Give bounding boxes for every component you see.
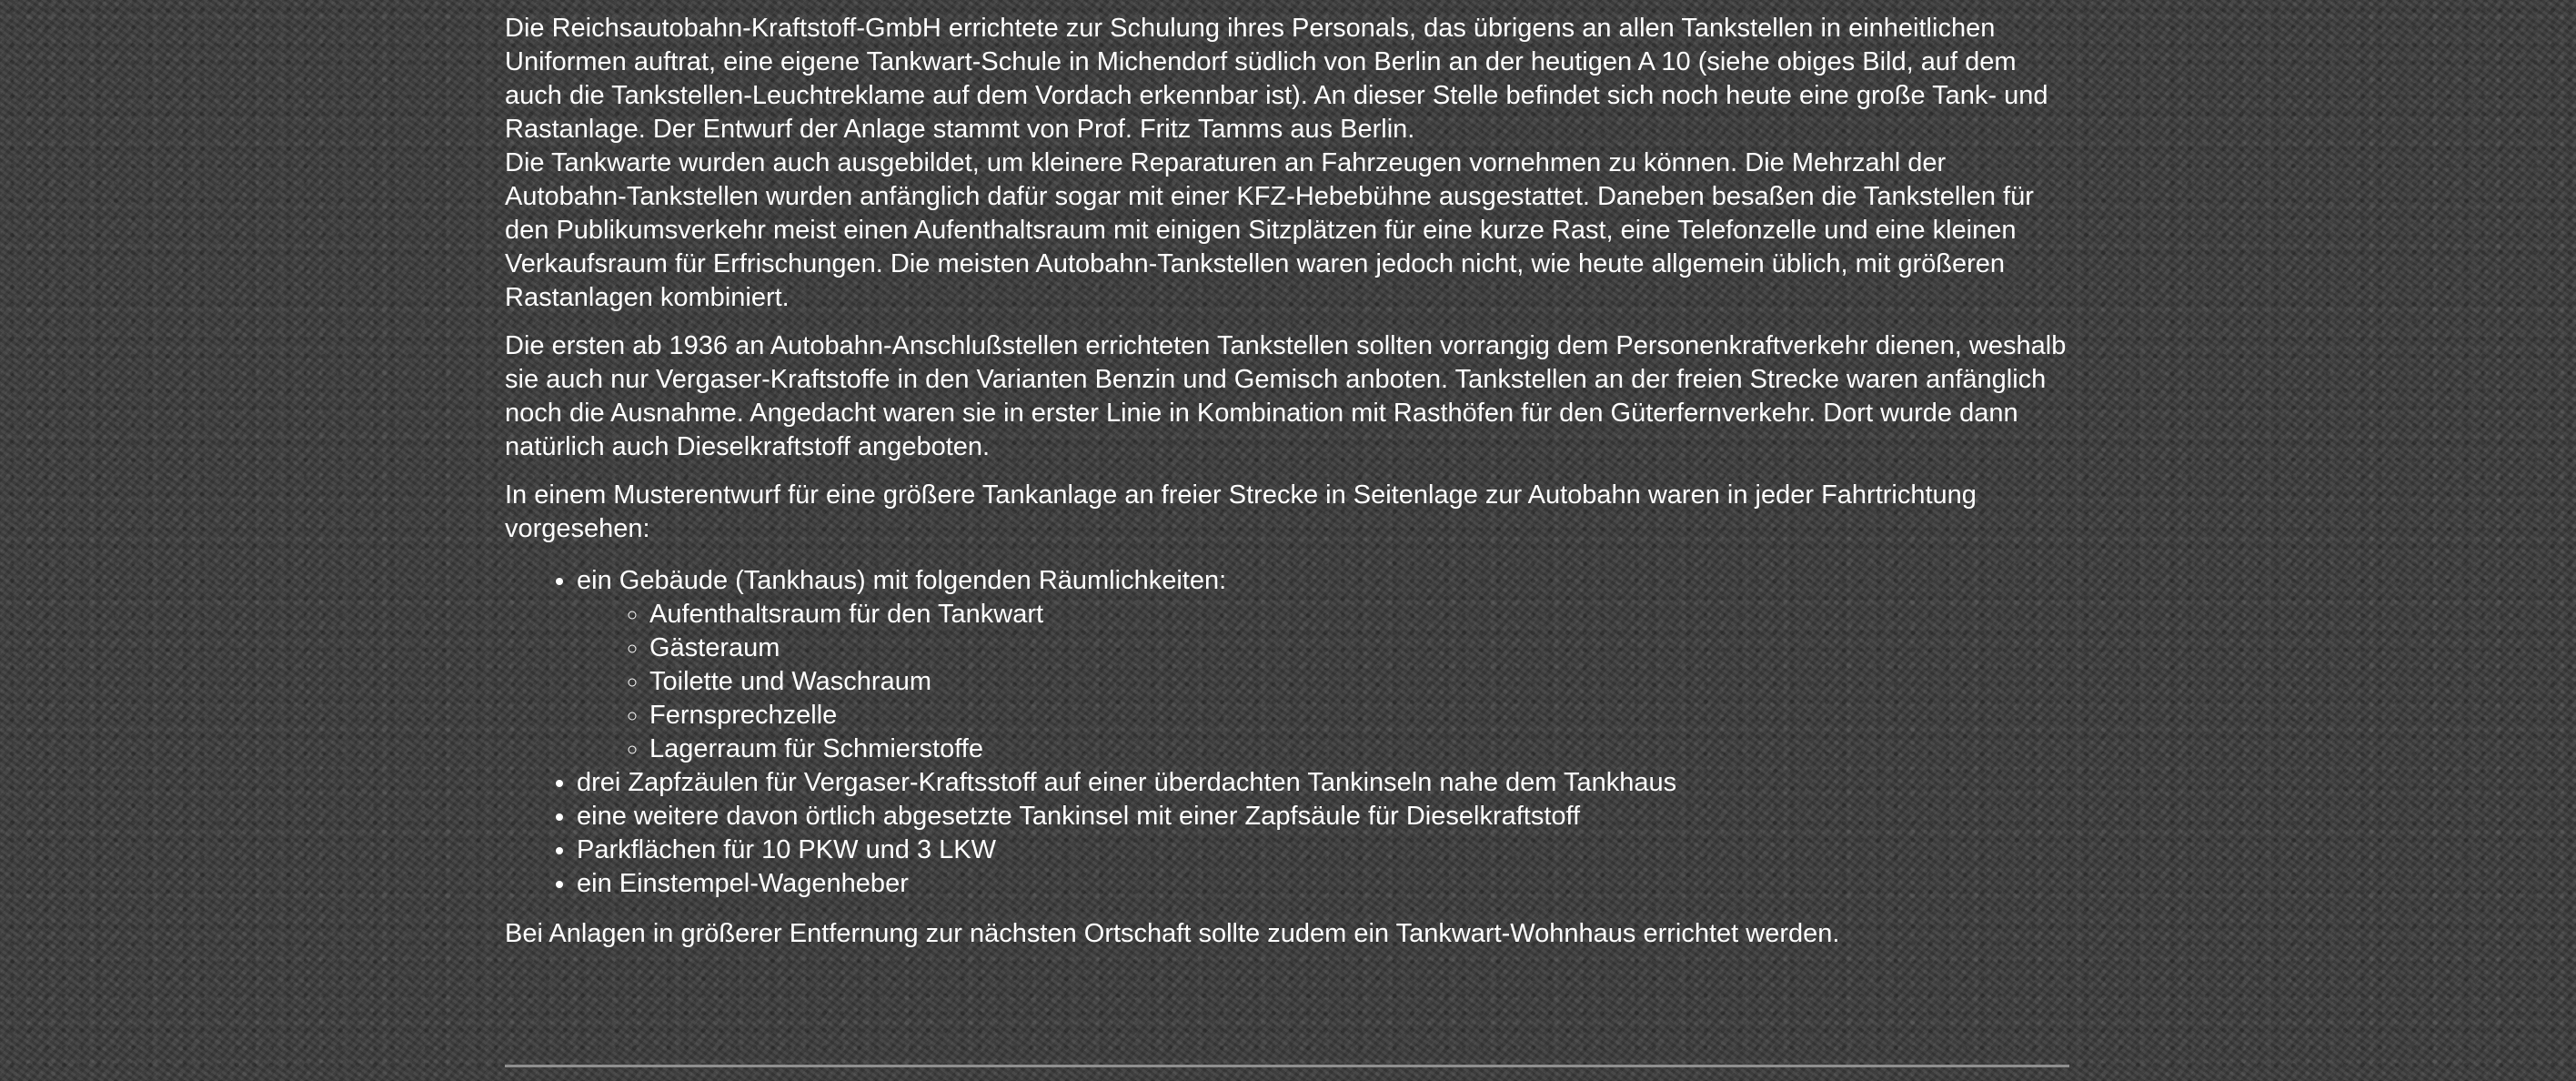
paragraph-closing: Bei Anlagen in größerer Entfernung zur nächsten Ortschaft sollte zudem ein Tankwart-Wohnhaus errichtet werden. <box>505 919 1840 948</box>
list-item-parking: • Parkflächen für 10 PKW und 3 LKW <box>577 833 2069 867</box>
section-divider <box>505 1065 2069 1067</box>
list-item-room: ◦ Gästeraum <box>649 631 2069 665</box>
room-list <box>577 598 2069 766</box>
list-item-building <box>577 564 2069 766</box>
facility-list <box>505 564 2069 901</box>
list-item-room: ◦ Fernsprechzelle <box>649 699 2069 732</box>
list-item-room: ◦ Aufenthaltsraum für den Tankwart <box>649 598 2069 631</box>
list-item-room: ◦ Lagerraum für Schmierstoffe <box>649 732 2069 766</box>
paragraph-tankwart-ausbildung: Die Tankwarte wurden auch ausgebildet, um kleinere Reparaturen an Fahrzeugen vornehmen zu können. Die Mehrzahl der Autobahn-Tankstellen wurden anfänglich dafür sogar mit einer KFZ-Hebebühne ausgestattet. Daneben besaßen die Tankstellen für den Publikumsverkehr meist einen Aufenthaltsraum mit einigen Sitzplätzen für eine kurze Rast, eine Telefonzelle und eine kleinen Verkaufsraum für Erfrischungen. Die meisten Autobahn-Tankstellen waren jedoch nicht, wie heute allgemein üblich, mit größeren Rastanlagen kombiniert. <box>505 148 2034 312</box>
paragraph-erste-tankstellen: Die ersten ab 1936 an Autobahn-Anschlußstellen errichteten Tankstellen sollten vorrangig dem Personenkraftverkehr dienen, weshalb sie auch nur Vergaser-Kraftstoffe in den Varianten Benzin und Gemisch anboten. Tankstellen an der freien Strecke waren anfänglich noch die Ausnahme. Angedacht waren sie in erster Linie in Kombination mit Rasthöfen für den Güterfernverkehr. Dort wurde dann natürlich auch Dieselkraftstoff angeboten. <box>505 331 2067 461</box>
list-item-room: ◦ Toilette und Waschraum <box>649 665 2069 699</box>
list-item-pumps: • drei Zapfzäulen für Vergaser-Kraftsstoff auf einer überdachten Tankinseln nahe dem Tankhaus <box>577 766 2069 800</box>
list-item-jack: • ein Einstempel-Wagenheber <box>577 867 2069 901</box>
list-item-diesel: • eine weitere davon örtlich abgesetzte Tankinsel mit einer Zapfsäule für Dieselkraftstoff <box>577 800 2069 833</box>
paragraph-musterentwurf: In einem Musterentwurf für eine größere Tankanlage an freier Strecke in Seitenlage zur Autobahn waren in jeder Fahrtrichtung vorgesehen: <box>505 480 1977 543</box>
list-item-building-label: ein Gebäude (Tankhaus) mit folgenden Räumlichkeiten: <box>577 566 1227 595</box>
article-body <box>505 12 2069 965</box>
paragraph-tankwart-schule: Die Reichsautobahn-Kraftstoff-GmbH errichtete zur Schulung ihres Personals, das übrigens an allen Tankstellen in einheitlichen Uniformen auftrat, eine eigene Tankwart-Schule in Michendorf südlich von Berlin an der heutigen A 10 (siehe obiges Bild, auf dem auch die Tankstellen-Leuchtreklame auf dem Vordach erkennbar ist). An dieser Stelle befindet sich noch heute eine große Tank- und Rastanlage. Der Entwurf der Anlage stammt von Prof. Fritz Tamms aus Berlin. <box>505 14 2048 144</box>
